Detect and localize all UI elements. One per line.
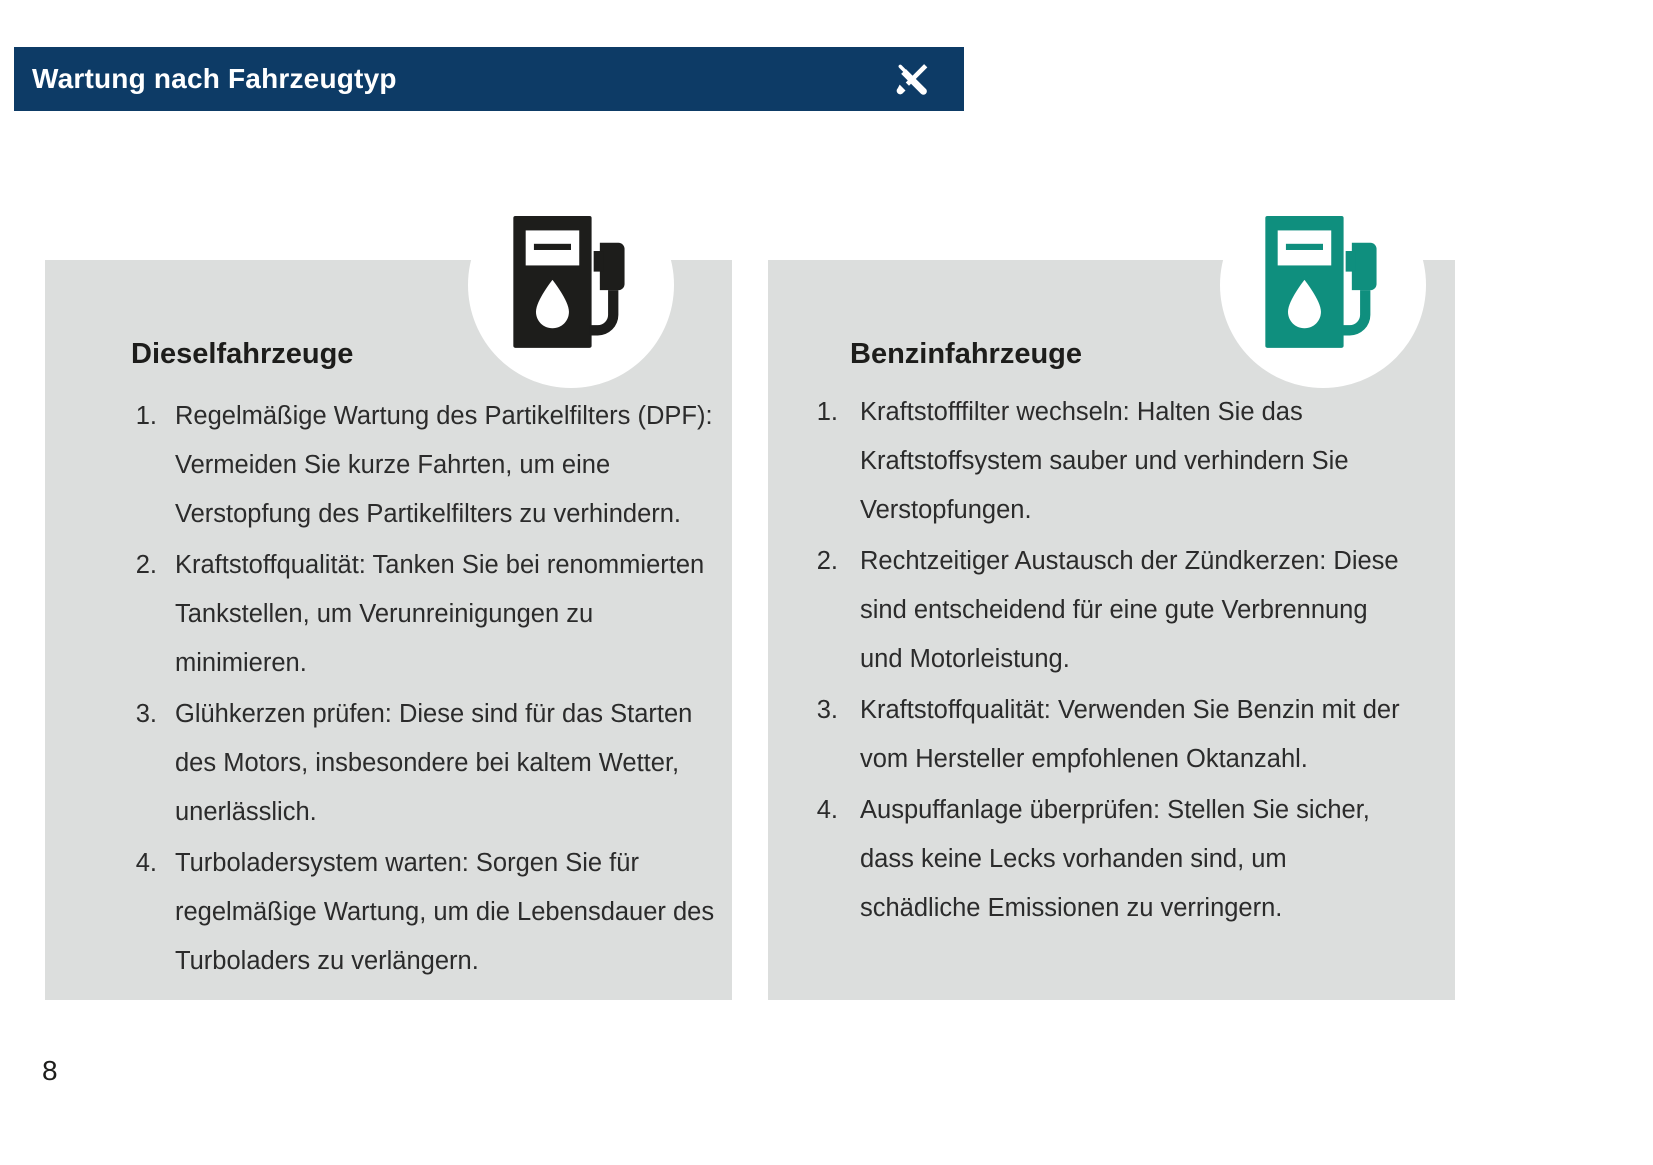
card-benzin — [768, 260, 1455, 1000]
list-item: Turboladersystem warten: Sorgen Sie für regelmäßige Wartung, um die Lebensdauer des Turboladers zu verlängern. — [175, 849, 715, 975]
page-number: 8 — [42, 1055, 58, 1086]
list-item: Auspuffanlage überprüfen: Stellen Sie sicher, dass keine Lecks vorhanden sind, um schädliche Emissionen zu verringern. — [860, 796, 1370, 922]
list-diesel — [123, 392, 723, 988]
fuel-pump-icon-benzin — [1220, 182, 1426, 388]
card-title-benzin: Benzinfahrzeuge — [850, 338, 1083, 370]
card-title-diesel: Dieselfahrzeuge — [131, 338, 354, 370]
page-title: Wartung nach Fahrzeugtyp — [32, 63, 397, 94]
list-benzin — [804, 388, 1404, 935]
list-item: Regelmäßige Wartung des Partikelfilters (DPF): Vermeiden Sie kurze Fahrten, um eine Verstopfung des Partikelfilters zu verhindern. — [175, 402, 713, 528]
page-header — [14, 47, 964, 111]
card-diesel — [45, 260, 732, 1000]
list-item: Kraftstoffqualität: Verwenden Sie Benzin mit der vom Hersteller empfohlenen Oktanzahl. — [860, 696, 1400, 773]
list-item: Kraftstofffilter wechseln: Halten Sie das Kraftstoffsystem sauber und verhindern Sie Verstopfungen. — [860, 398, 1349, 524]
list-item: Rechtzeitiger Austausch der Zündkerzen: Diese sind entscheidend für eine gute Verbrennung und Motorleistung. — [860, 547, 1399, 673]
fuel-pump-icon-diesel — [468, 182, 674, 388]
list-item: Glühkerzen prüfen: Diese sind für das Starten des Motors, insbesondere bei kaltem Wetter, unerlässlich. — [175, 700, 693, 826]
list-item: Kraftstoffqualität: Tanken Sie bei renommierten Tankstellen, um Verunreinigungen zu minimieren. — [175, 551, 705, 677]
tools-icon — [892, 59, 932, 99]
